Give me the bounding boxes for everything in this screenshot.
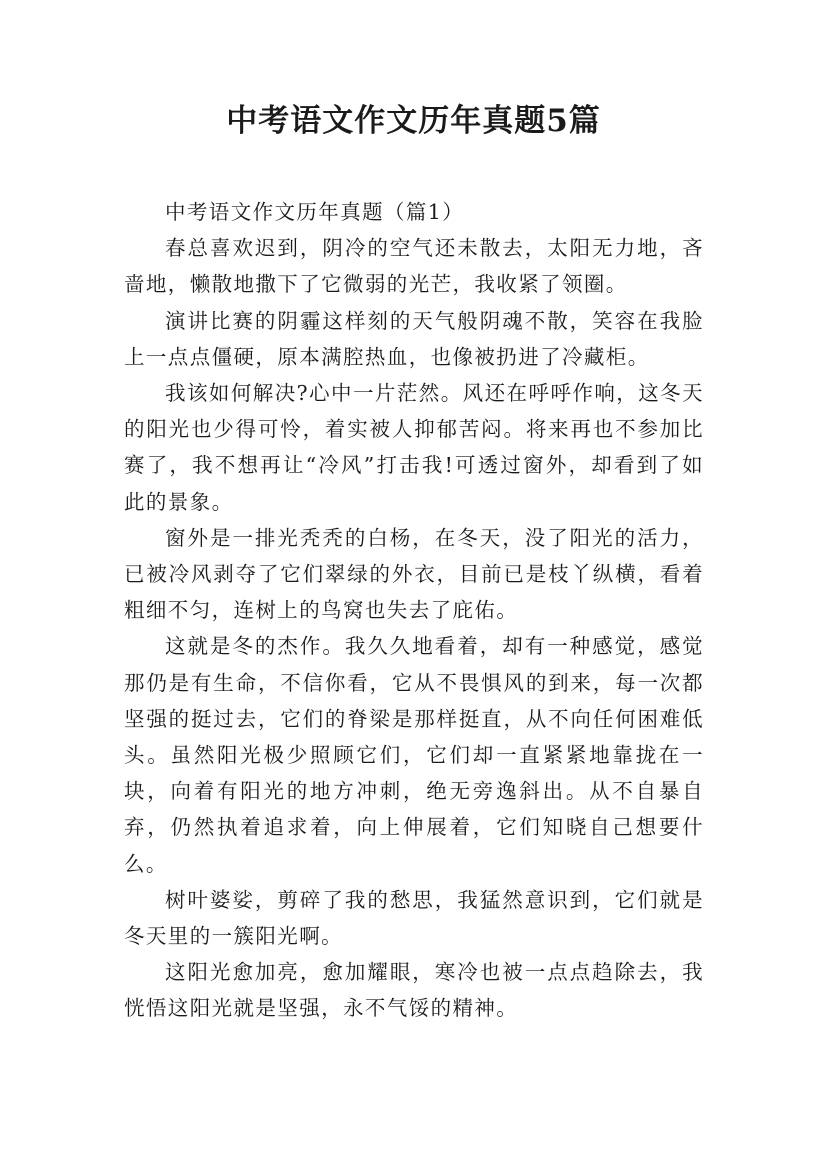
- paragraph: 我该如何解决?心中一片茫然。风还在呼呼作响，这冬天的阳光也少得可怜，着实被人抑郁苦闷。将来再也不参加比赛了，我不想再让“冷风”打击我!可透过窗外，却看到了如此的景象。: [124, 381, 704, 514]
- paragraph: 窗外是一排光秃秃的白杨，在冬天，没了阳光的活力，已被冷风剥夺了它们翠绿的外衣，目前已是枝丫纵横，看着粗细不匀，连树上的鸟窝也失去了庇佑。: [124, 525, 704, 623]
- section-heading: 中考语文作文历年真题（篇1）: [165, 200, 465, 224]
- paragraph: 春总喜欢迟到，阴冷的空气还未散去，太阳无力地，吝啬地，懒散地撒下了它微弱的光芒，我收紧了领圈。: [124, 236, 704, 297]
- paragraph: 演讲比赛的阴霾这样刻的天气般阴魂不散，笑容在我脸上一点点僵硬，原本满腔热血，也像被扔进了冷藏柜。: [124, 308, 704, 369]
- paragraph: 这阳光愈加亮，愈加耀眼，寒冷也被一点点趋除去，我恍悟这阳光就是坚强，永不气馁的精神。: [124, 960, 704, 1021]
- document-body: [124, 194, 704, 1027]
- paragraph: 这就是冬的杰作。我久久地看着，却有一种感觉，感觉那仍是有生命，不信你看，它从不畏惧风的到来，每一次都坚强的挺过去，它们的脊梁是那样挺直，从不向任何困难低头。虽然阳光极少照顾它们，它们却一直紧紧地靠拢在一块，向着有阳光的地方冲刺，绝无旁逸斜出。从不自暴自弃，仍然执着追求着，向上伸展着，它们知晓自己想要什么。: [124, 634, 704, 876]
- document-title: 中考语文作文历年真题5篇: [226, 103, 601, 139]
- paragraph: 树叶婆娑，剪碎了我的愁思，我猛然意识到，它们就是冬天里的一簇阳光啊。: [124, 887, 704, 949]
